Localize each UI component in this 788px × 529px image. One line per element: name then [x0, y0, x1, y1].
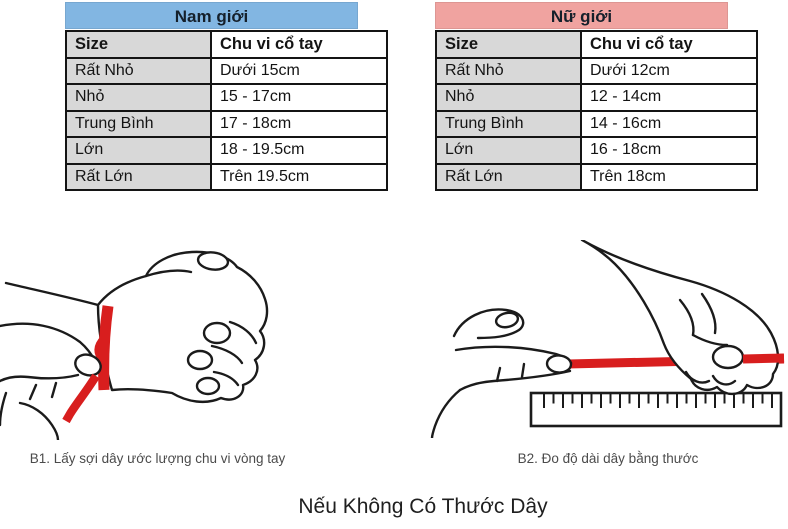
- table-row: [436, 58, 757, 85]
- size-cell: Rất Lớn: [66, 164, 211, 191]
- range-cell: Dưới 12cm: [581, 58, 757, 85]
- ruler-icon: [531, 393, 781, 426]
- size-cell: Lớn: [436, 137, 581, 164]
- table-row: [436, 84, 757, 111]
- size-cell: Rất Nhỏ: [66, 58, 211, 85]
- men-table: [65, 30, 388, 191]
- range-cell: 18 - 19.5cm: [211, 137, 387, 164]
- column-header-circumference: Chu vi cổ tay: [581, 31, 757, 58]
- table-row: [436, 137, 757, 164]
- table-row: [436, 164, 757, 191]
- men-table-title: Nam giới: [65, 2, 358, 29]
- range-cell: Dưới 15cm: [211, 58, 387, 85]
- column-header-size: Size: [436, 31, 581, 58]
- size-cell: Trung Bình: [436, 111, 581, 138]
- size-cell: Rất Nhỏ: [436, 58, 581, 85]
- table-row: [66, 58, 387, 85]
- column-header-row: [66, 31, 387, 58]
- range-cell: 17 - 18cm: [211, 111, 387, 138]
- red-string-end-icon: [743, 358, 784, 359]
- size-cell: Lớn: [66, 137, 211, 164]
- size-cell: Trung Bình: [66, 111, 211, 138]
- size-cell: Nhỏ: [436, 84, 581, 111]
- table-row: [66, 84, 387, 111]
- string-tail-icon: [66, 376, 96, 421]
- range-cell: Trên 19.5cm: [211, 164, 387, 191]
- men-size-table: [65, 2, 358, 191]
- women-table-title: Nữ giới: [435, 2, 728, 29]
- range-cell: 15 - 17cm: [211, 84, 387, 111]
- size-cell: Nhỏ: [66, 84, 211, 111]
- table-row: [436, 111, 757, 138]
- table-row: [66, 111, 387, 138]
- range-cell: Trên 18cm: [581, 164, 757, 191]
- table-row: [66, 164, 387, 191]
- table-row: [66, 137, 387, 164]
- women-size-table: [435, 2, 728, 191]
- column-header-size: Size: [66, 31, 211, 58]
- right-hand-icon: [582, 240, 778, 394]
- wrist-string-measure-illustration: [0, 242, 390, 440]
- range-cell: 14 - 16cm: [581, 111, 757, 138]
- range-cell: 12 - 14cm: [581, 84, 757, 111]
- footer-title: Nếu Không Có Thước Dây: [298, 495, 548, 518]
- step-caption-b1: B1. Lấy sợi dây ước lượng chu vi vòng tay: [29, 451, 286, 466]
- column-header-circumference: Chu vi cổ tay: [211, 31, 387, 58]
- column-header-row: [436, 31, 757, 58]
- string-ruler-measure-illustration: [396, 240, 786, 438]
- women-table: [435, 30, 758, 191]
- step-caption-b2: B2. Đo độ dài dây bằng thước: [517, 451, 699, 466]
- range-cell: 16 - 18cm: [581, 137, 757, 164]
- size-cell: Rất Lớn: [436, 164, 581, 191]
